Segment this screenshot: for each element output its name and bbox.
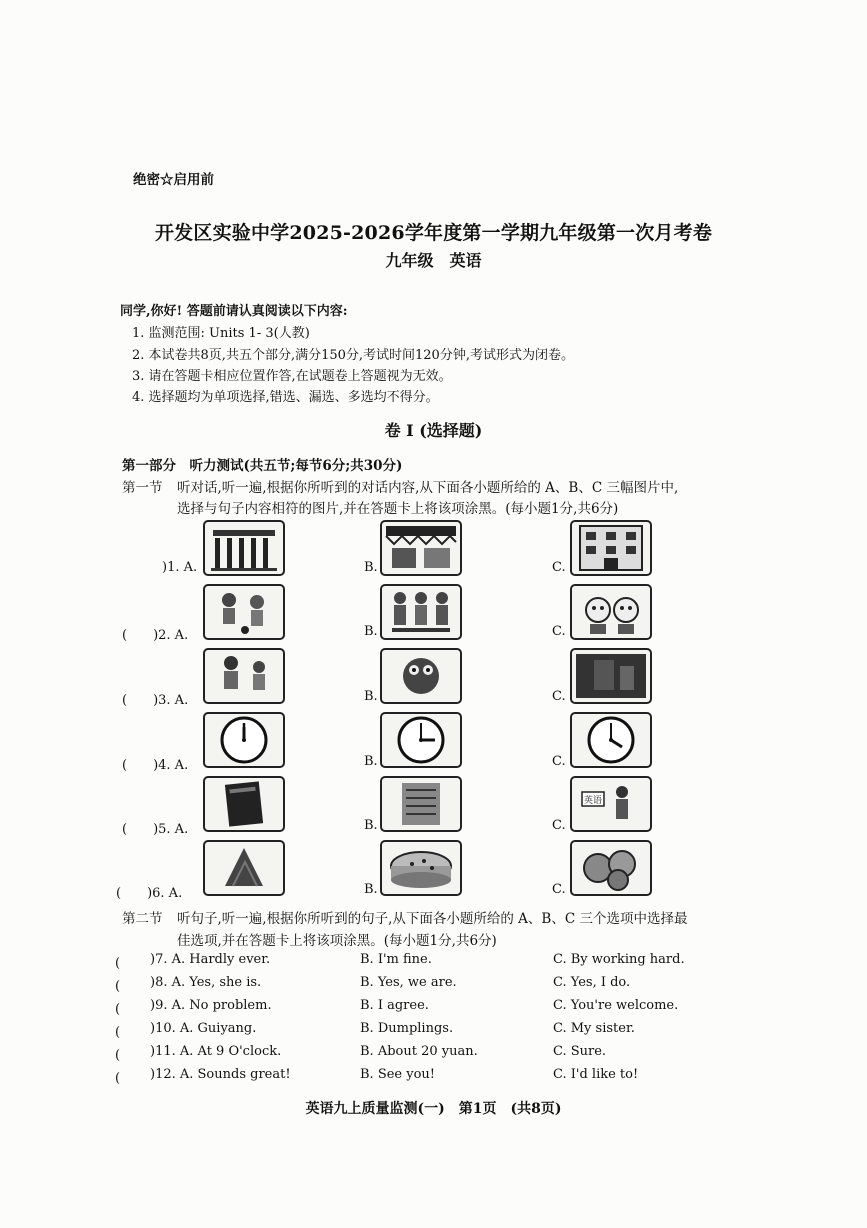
two-faces-icon xyxy=(572,586,650,638)
part1-title: 第一部分 听力测试(共五节;每节6分;共30分) xyxy=(122,458,403,474)
q3-c-label: C. xyxy=(552,689,566,704)
q4-b-label: B. xyxy=(364,754,378,769)
q6-c-label: C. xyxy=(552,882,566,897)
q4-picture-a xyxy=(203,712,285,768)
section2-instruction-line1: 听句子,听一遍,根据你所听到的句子,从下面各小题所给的 A、B、C 三个选项中选择最 xyxy=(177,911,688,927)
q8-option-b: B. Yes, we are. xyxy=(360,975,457,990)
q4-picture-b xyxy=(380,712,462,768)
q8-option-c: C. Yes, I do. xyxy=(553,975,631,990)
instruction-item: 3. 请在答题卡相应位置作答,在试题卷上答题视为无效。 xyxy=(132,369,452,384)
section2-instruction-line2: 佳选项,并在答题卡上将该项涂黑。(每小题1分,共6分) xyxy=(177,933,497,949)
svg-text:英语: 英语 xyxy=(584,796,603,806)
q3-label: ( )3. A. xyxy=(122,693,189,708)
section1-label: 第一节 xyxy=(122,480,163,496)
cake-icon xyxy=(382,842,460,894)
office-building-icon xyxy=(572,522,650,574)
q2-picture-c xyxy=(570,584,652,640)
columns-building-icon xyxy=(205,522,283,574)
section1-instruction-line2: 选择与句子内容相符的图片,并在答题卡上将该项涂黑。(每小题1分,共6分) xyxy=(177,501,619,517)
q3-picture-b xyxy=(380,648,462,704)
q6-picture-c xyxy=(570,840,652,896)
q7-paren: ( xyxy=(115,956,147,971)
q2-picture-b xyxy=(380,584,462,640)
q10-option-b: B. Dumplings. xyxy=(360,1021,454,1036)
q3-picture-a xyxy=(203,648,285,704)
q4-picture-c xyxy=(570,712,652,768)
owl-toy-icon xyxy=(382,650,460,702)
mooncakes-icon xyxy=(572,842,650,894)
q7-option-c: C. By working hard. xyxy=(553,952,685,967)
instructions-greeting: 同学,你好! 答题前请认真阅读以下内容: xyxy=(120,304,348,319)
q9-option-b: B. I agree. xyxy=(360,998,429,1013)
two-children-icon xyxy=(205,650,283,702)
q8-paren: ( xyxy=(115,979,147,994)
clock-icon xyxy=(205,714,283,766)
q6-picture-b xyxy=(380,840,462,896)
secret-mark: 绝密☆启用前 xyxy=(133,172,214,188)
q3-b-label: B. xyxy=(364,689,378,704)
q2-b-label: B. xyxy=(364,624,378,639)
q5-picture-b xyxy=(380,776,462,832)
q11-paren: ( xyxy=(115,1048,147,1063)
paper-notes-icon xyxy=(382,778,460,830)
q1-c-label: C. xyxy=(552,560,566,575)
english-sign-icon xyxy=(572,778,650,830)
clock-icon xyxy=(382,714,460,766)
q1-picture-a xyxy=(203,520,285,576)
q6-picture-a xyxy=(203,840,285,896)
q11-option-a: )11. A. At 9 O'clock. xyxy=(150,1044,282,1059)
q3-picture-c xyxy=(570,648,652,704)
page-footer: 英语九上质量监测(一) 第1页 (共8页) xyxy=(305,1101,562,1117)
q5-c-label: C. xyxy=(552,818,566,833)
q12-option-c: C. I'd like to! xyxy=(553,1067,639,1082)
instruction-item: 2. 本试卷共8页,共五个部分,满分150分,考试时间120分钟,考试形式为闭卷。 xyxy=(132,348,574,363)
instruction-item: 4. 选择题均为单项选择,错选、漏选、多选均不得分。 xyxy=(132,390,439,405)
q4-c-label: C. xyxy=(552,754,566,769)
q6-label: ( )6. A. xyxy=(116,886,183,901)
q5-b-label: B. xyxy=(364,818,378,833)
exam-title: 开发区实验中学2025-2026学年度第一学期九年级第一次月考卷 xyxy=(154,222,713,244)
q2-c-label: C. xyxy=(552,624,566,639)
q11-option-b: B. About 20 yuan. xyxy=(360,1044,478,1059)
q5-picture-c xyxy=(570,776,652,832)
shop-front-icon xyxy=(382,522,460,574)
q9-option-a: )9. A. No problem. xyxy=(150,998,272,1013)
dark-scene-icon xyxy=(572,650,650,702)
section2-label: 第二节 xyxy=(122,911,163,927)
q12-option-a: )12. A. Sounds great! xyxy=(150,1067,291,1082)
q7-option-a: )7. A. Hardly ever. xyxy=(150,952,271,967)
section1-instruction-line1: 听对话,听一遍,根据你所听到的对话内容,从下面各小题所给的 A、B、C 三幅图片中, xyxy=(177,480,679,496)
q1-picture-b xyxy=(380,520,462,576)
q7-option-b: B. I'm fine. xyxy=(360,952,432,967)
instruction-item: 1. 监测范围: Units 1- 3(人教) xyxy=(132,326,310,341)
q10-option-c: C. My sister. xyxy=(553,1021,635,1036)
q9-paren: ( xyxy=(115,1002,147,1017)
two-kids-icon xyxy=(205,586,283,638)
q8-option-a: )8. A. Yes, she is. xyxy=(150,975,262,990)
q2-label: ( )2. A. xyxy=(122,628,189,643)
q10-paren: ( xyxy=(115,1025,147,1040)
q5-label: ( )5. A. xyxy=(122,822,189,837)
q12-option-b: B. See you! xyxy=(360,1067,436,1082)
q2-picture-a xyxy=(203,584,285,640)
q1-b-label: B. xyxy=(364,560,378,575)
book-icon xyxy=(205,778,283,830)
q12-paren: ( xyxy=(115,1071,147,1086)
zongzi-icon xyxy=(205,842,283,894)
clock-icon xyxy=(572,714,650,766)
q10-option-a: )10. A. Guiyang. xyxy=(150,1021,257,1036)
q11-option-c: C. Sure. xyxy=(553,1044,607,1059)
q4-label: ( )4. A. xyxy=(122,758,189,773)
q1-picture-c xyxy=(570,520,652,576)
q9-option-c: C. You're welcome. xyxy=(553,998,679,1013)
exam-subtitle: 九年级 英语 xyxy=(385,251,482,270)
q5-picture-a xyxy=(203,776,285,832)
q6-b-label: B. xyxy=(364,882,378,897)
q1-label: )1. A. xyxy=(162,560,198,575)
three-people-icon xyxy=(382,586,460,638)
volume-title: 卷 I (选择题) xyxy=(384,421,483,440)
